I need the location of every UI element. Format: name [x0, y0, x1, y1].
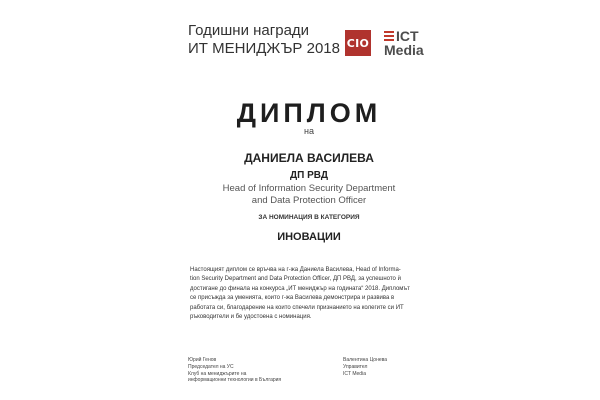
body-line: ръководители и бе удостоена с номинация. — [190, 314, 312, 321]
signer-name: Валентина Цонева — [343, 357, 387, 363]
body-line: Настоящият диплом се връчва на г-жа Даниела Василева, Head of Informa- — [190, 267, 401, 273]
award-title — [188, 22, 338, 58]
award-title-line2: ИТ МЕНИДЖЪР 2018 — [188, 40, 340, 57]
signer-role: информационни технологии в България — [188, 377, 282, 384]
signer-name: Юрий Генов — [188, 357, 217, 363]
diploma-title: ДИПЛОМ — [236, 98, 382, 128]
signature-left — [188, 357, 338, 384]
signer-role: Управител — [343, 363, 368, 370]
cio-logo — [345, 30, 371, 56]
recipient-name: ДАНИЕЛА ВАСИЛЕВА — [244, 151, 374, 165]
body-line: tion Security Department and Data Protection Officer, ДП РВД, за успешното ѝ — [190, 276, 401, 283]
award-title-line1: Годишни награди — [188, 22, 310, 39]
body-line: достигане до финала на конкурса „ИТ мениджър на годината“ 2018. Дипломът — [190, 285, 410, 292]
signer-role: Клуб на мениджърите на — [188, 370, 247, 377]
ict-logo-text: ICT — [396, 28, 419, 44]
body-line: се присъжда за уменията, които г-жа Василева демонстрира и развива в — [190, 295, 395, 302]
body-line: работата си, благодарение на които спечели признанието на колегите си ИТ — [190, 304, 404, 311]
position-line2: and Data Protection Officer — [251, 195, 367, 206]
diploma-body-text — [190, 266, 425, 322]
recipient-position — [0, 183, 600, 207]
ict-media-logo — [384, 29, 444, 57]
category-label: ЗА НОМИНАЦИЯ В КАТЕГОРИЯ — [258, 214, 360, 221]
signer-role: ICT Media — [343, 370, 366, 377]
media-logo-text: Media — [384, 42, 424, 58]
recipient-organization: ДП РВД — [290, 170, 328, 181]
position-line1: Head of Information Security Department — [222, 183, 396, 194]
category-name: ИНОВАЦИИ — [277, 231, 341, 243]
signer-role: Председател на УС — [188, 363, 234, 370]
diploma-na: на — [304, 126, 314, 136]
signature-right — [343, 357, 433, 377]
ict-bars-icon — [384, 31, 394, 42]
cio-logo-text: CIO — [346, 36, 370, 50]
